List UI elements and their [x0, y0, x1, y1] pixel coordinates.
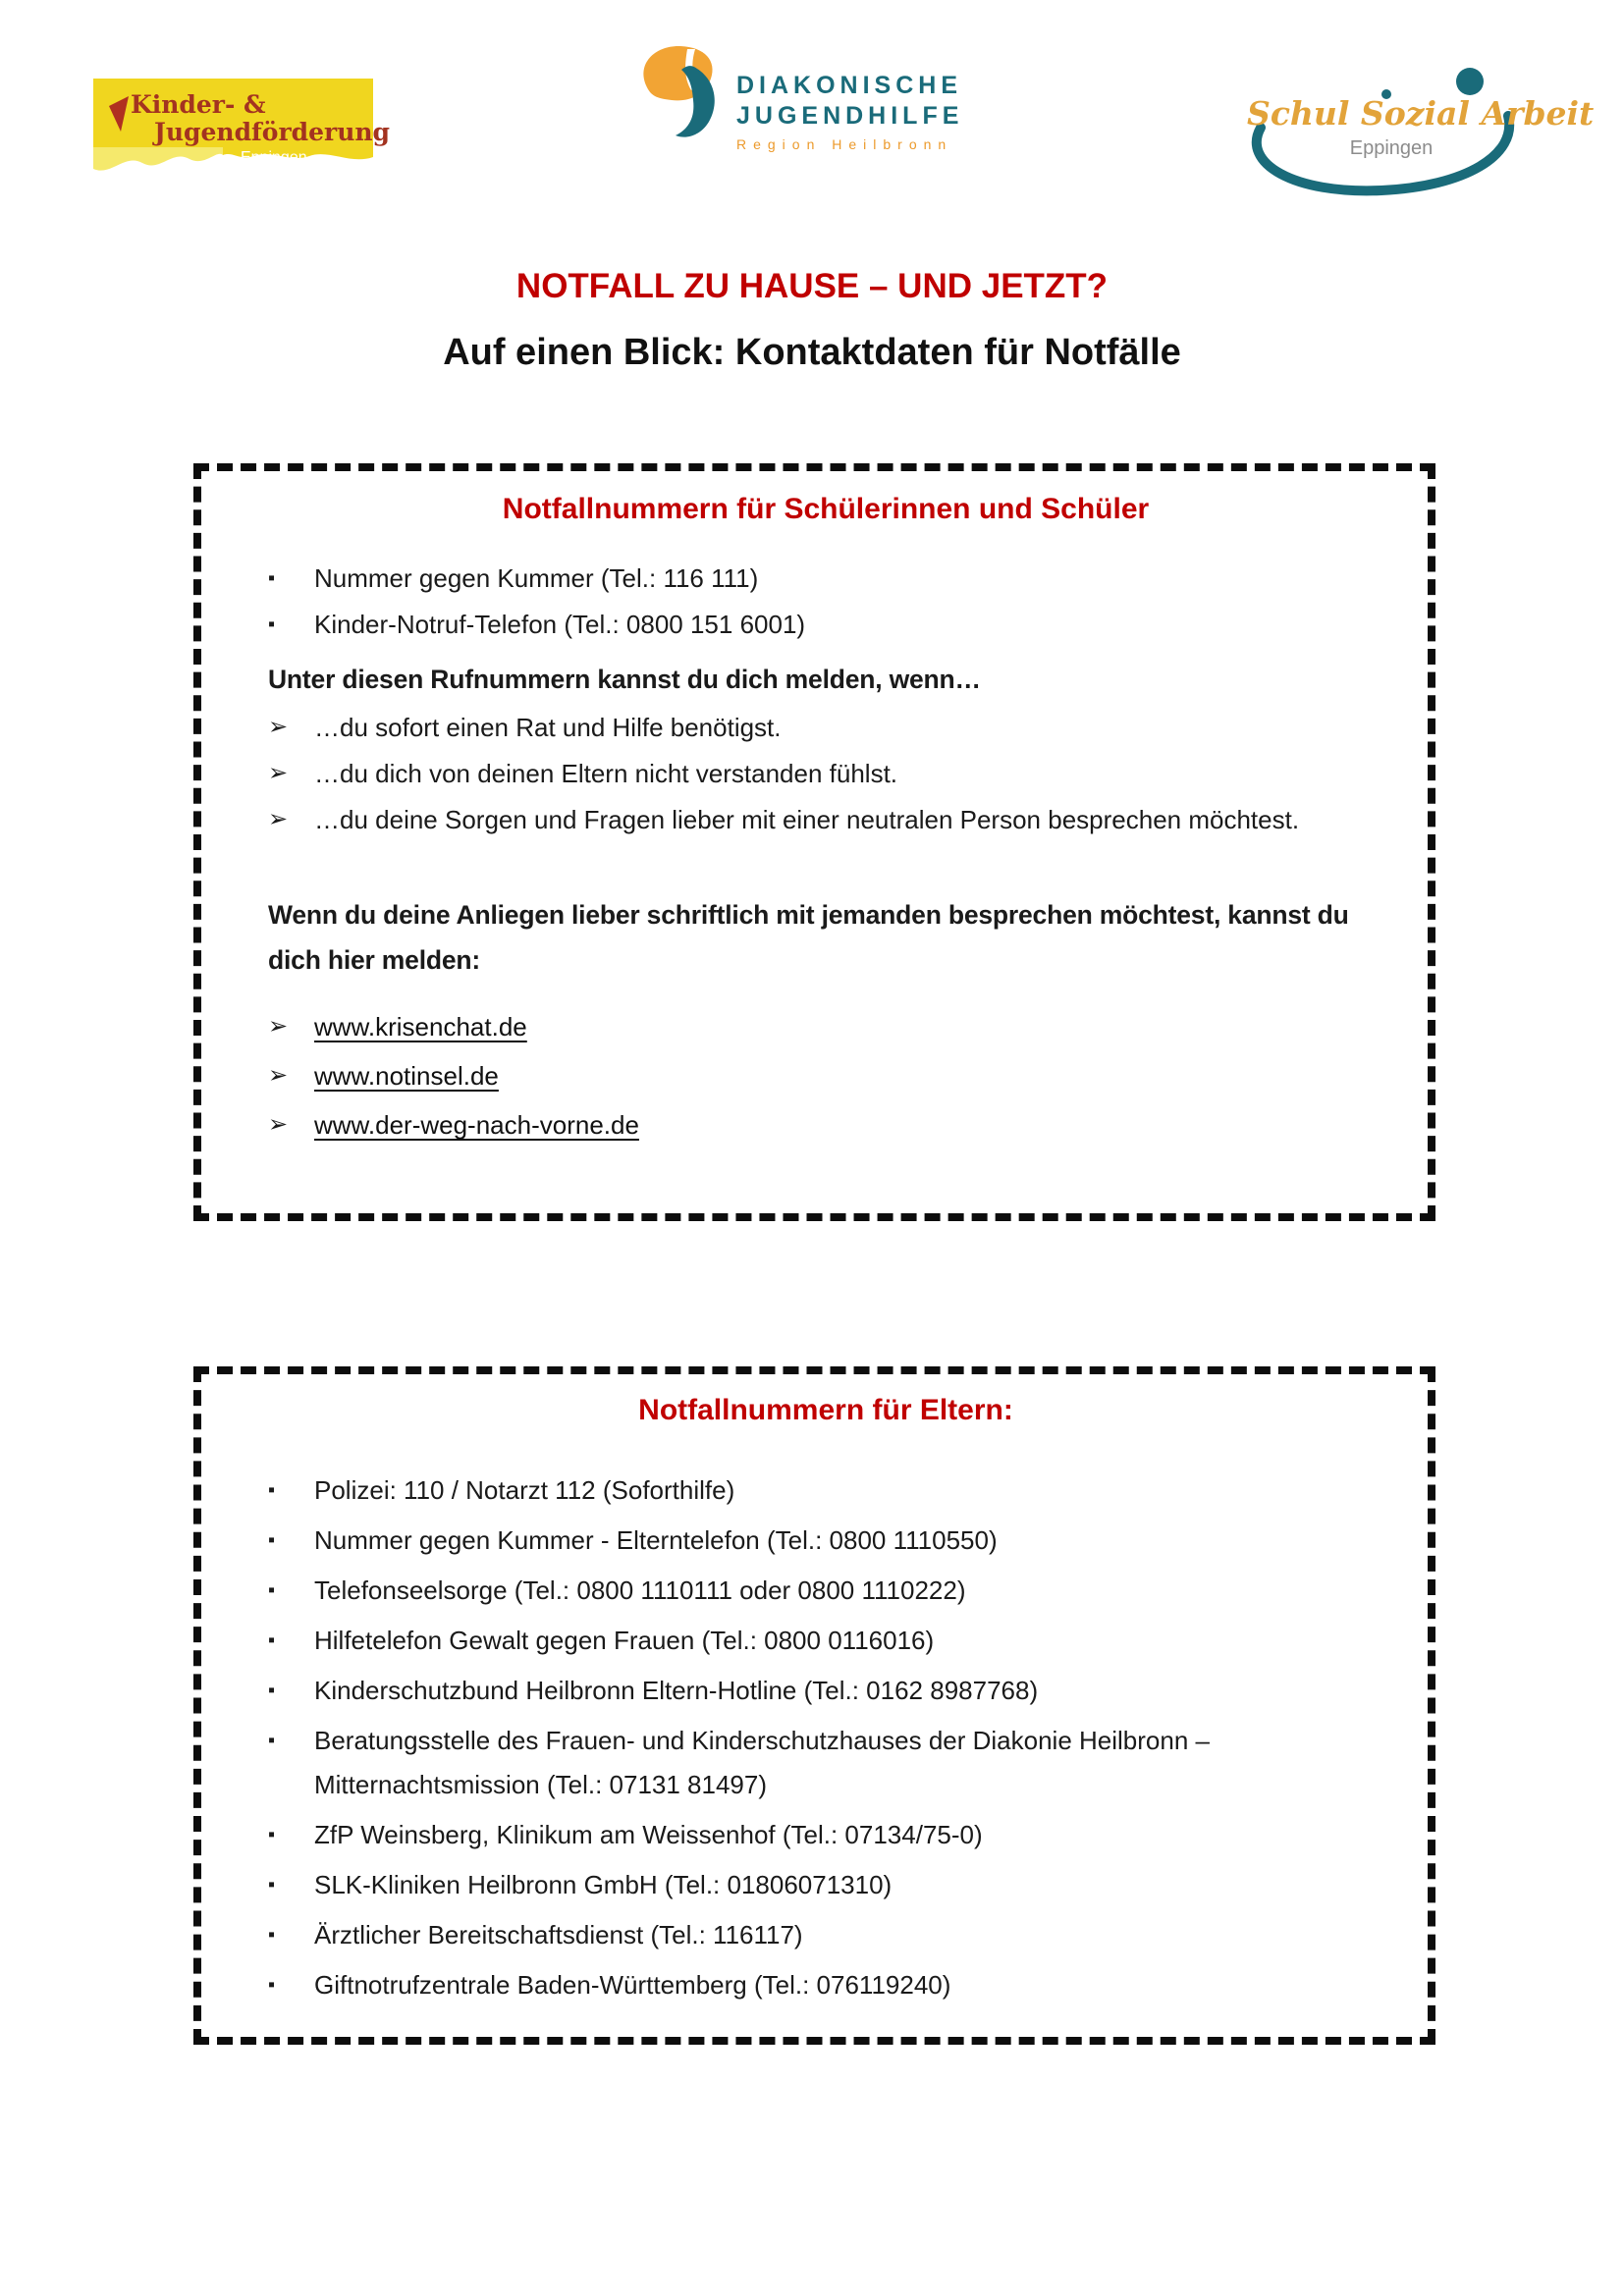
arrow-bullet-icon: ➢	[268, 760, 289, 786]
reason-text: …du deine Sorgen und Fragen lieber mit einer neutralen Person besprechen möchtest.	[314, 805, 1300, 834]
list-item	[268, 1669, 1383, 1713]
ssa-logo-text-1: Schul Sozial Arbeit	[1247, 94, 1595, 133]
arrow-bullet-icon: ➢	[268, 1013, 289, 1040]
hotline-text: ZfP Weinsberg, Klinikum am Weissenhof (Tel.: 07134/75-0)	[314, 1820, 983, 1849]
list-item	[268, 1468, 1383, 1513]
list-item	[268, 757, 1383, 790]
hotline-text: Telefonseelsorge (Tel.: 0800 1110111 oder 0800 1110222)	[314, 1575, 966, 1605]
square-bullet-icon: ▪	[268, 1874, 276, 1896]
square-bullet-icon: ▪	[268, 1529, 276, 1551]
square-bullet-icon: ▪	[268, 614, 276, 635]
list-item	[268, 803, 1383, 836]
list-item	[268, 1719, 1383, 1807]
djh-logo-text-1: DIAKONISCHE	[736, 72, 963, 99]
list-item	[268, 1913, 1383, 1957]
page-subtitle: Auf einen Blick: Kontaktdaten für Notfälle	[443, 332, 1181, 373]
arrow-bullet-icon: ➢	[268, 806, 289, 832]
reason-text: …du dich von deinen Eltern nicht verstanden fühlst.	[314, 759, 898, 788]
arrow-bullet-icon: ➢	[268, 1111, 289, 1138]
kjf-logo-text-2: Jugendförderung	[154, 118, 391, 146]
list-item	[268, 711, 1383, 744]
list-item	[268, 608, 1383, 641]
parents-hotline-list	[268, 1468, 1383, 2007]
list-item	[268, 1519, 1383, 1563]
ssa-logo-text-2: Eppingen	[1349, 137, 1434, 159]
students-hotline-list	[268, 561, 1383, 641]
djh-logo-mark	[636, 41, 734, 164]
reason-text: …du sofort einen Rat und Hilfe benötigst.	[314, 713, 782, 742]
list-item	[268, 1863, 1383, 1907]
kinder-jugendfoerderung-logo	[93, 79, 391, 187]
students-written-contact-text: Wenn du deine Anliegen lieber schriftlich mit jemanden besprechen möchtest, kannst du dich hier melden:	[268, 900, 1349, 975]
square-bullet-icon: ▪	[268, 1974, 276, 1996]
link-der-weg-nach-vorne[interactable]: www.der-weg-nach-vorne.de	[314, 1110, 639, 1140]
students-link-list	[268, 1010, 1383, 1142]
kjf-logo-text-1: Kinder- &	[131, 90, 266, 119]
square-bullet-icon: ▪	[268, 1680, 276, 1701]
square-bullet-icon: ▪	[268, 1924, 276, 1946]
square-bullet-icon: ▪	[268, 1824, 276, 1845]
link-krisenchat[interactable]: www.krisenchat.de	[314, 1012, 527, 1041]
diakonische-jugendhilfe-logo	[636, 41, 964, 164]
hotline-text: Kinder-Notruf-Telefon (Tel.: 0800 151 6001)	[314, 610, 806, 639]
hotline-text: Giftnotrufzentrale Baden-Württemberg (Tel.: 076119240)	[314, 1970, 951, 2000]
students-emergency-box	[193, 463, 1435, 1221]
list-item	[268, 1963, 1383, 2007]
square-bullet-icon: ▪	[268, 567, 276, 589]
list-item	[268, 1619, 1383, 1663]
parents-emergency-box	[193, 1366, 1435, 2045]
arrow-bullet-icon: ➢	[268, 714, 289, 740]
square-bullet-icon: ▪	[268, 1730, 276, 1751]
djh-logo-text-2: JUGENDHILFE	[736, 102, 964, 130]
square-bullet-icon: ▪	[268, 1479, 276, 1501]
hotline-text: Beratungsstelle des Frauen- und Kinderschutzhauses der Diakonie Heilbronn – Mitternachtsmission (Tel.: 07131 81497)	[314, 1726, 1210, 1799]
parents-box-title: Notfallnummern für Eltern:	[638, 1394, 1013, 1426]
students-box-title: Notfallnummern für Schülerinnen und Schüler	[502, 493, 1150, 525]
hotline-text: Nummer gegen Kummer (Tel.: 116 111)	[314, 563, 759, 593]
hotline-text: Hilfetelefon Gewalt gegen Frauen (Tel.: 0800 0116016)	[314, 1626, 935, 1655]
hotline-text: Polizei: 110 / Notarzt 112 (Soforthilfe)	[314, 1475, 735, 1505]
list-item	[268, 1813, 1383, 1857]
list-item	[268, 1010, 1383, 1043]
link-notinsel[interactable]: www.notinsel.de	[314, 1061, 499, 1091]
students-intro-text: Unter diesen Rufnummern kannst du dich melden, wenn…	[268, 665, 981, 694]
hotline-text: Kinderschutzbund Heilbronn Eltern-Hotline (Tel.: 0162 8987768)	[314, 1676, 1039, 1705]
students-reason-list	[268, 711, 1383, 836]
arrow-bullet-icon: ➢	[268, 1062, 289, 1089]
kjf-logo-text-3: Eppingen	[241, 149, 307, 166]
hotline-text: SLK-Kliniken Heilbronn GmbH (Tel.: 01806071310)	[314, 1870, 893, 1899]
schulsozialarbeit-logo	[1239, 57, 1595, 199]
page-title: NOTFALL ZU HAUSE – UND JETZT?	[515, 267, 1109, 305]
list-item	[268, 1059, 1383, 1093]
square-bullet-icon: ▪	[268, 1579, 276, 1601]
djh-logo-text-3: Region Heilbronn	[736, 136, 953, 152]
list-item	[268, 561, 1383, 595]
square-bullet-icon: ▪	[268, 1629, 276, 1651]
list-item	[268, 1108, 1383, 1142]
hotline-text: Ärztlicher Bereitschaftsdienst (Tel.: 116117)	[314, 1920, 803, 1949]
hotline-text: Nummer gegen Kummer - Elterntelefon (Tel.: 0800 1110550)	[314, 1525, 998, 1555]
list-item	[268, 1569, 1383, 1613]
